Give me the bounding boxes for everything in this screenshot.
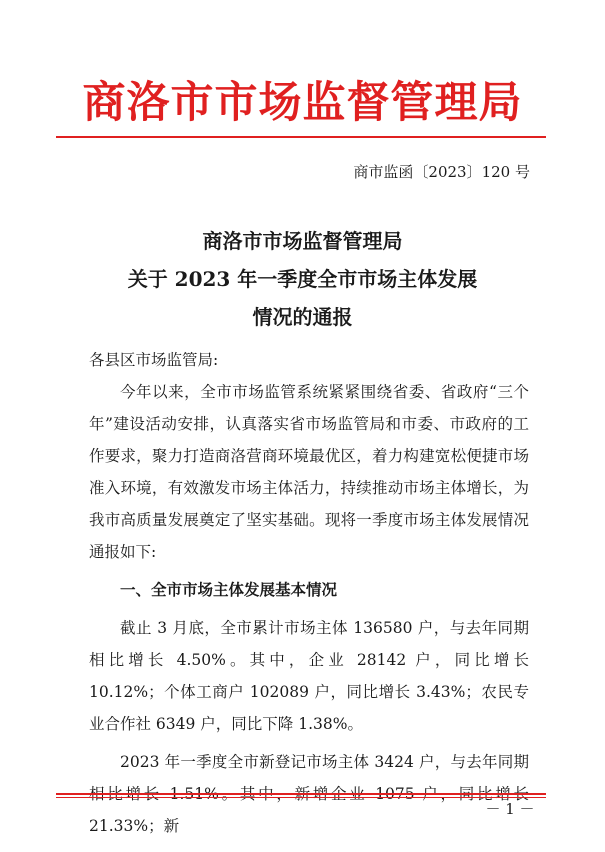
paragraph-new-registrations: 2023 年一季度全市新登记市场主体 3424 户，与去年同期 21.33%；新 xyxy=(89,753,529,835)
title-line-1: 商洛市市场监督管理局 xyxy=(202,229,403,253)
salutation: 各县区市场监管局: xyxy=(89,351,219,369)
section-heading-1: 一、全市市场主体发展基本情况 xyxy=(120,580,338,599)
intro-paragraph: 今年以来，全市市场监管系统紧紧围绕省委、省政府“三个年”建设活动安排，认真落实省市场监管局和市委、市政府的工作要求，聚力打造商洛营商环境最优区，着力构建宽松便捷市场准入环境，有效激发市场主体活力，持续推动市场主体增长，为我市高质量发展奠定了坚实基础。现将一季度市场主体发展情况通报如下: xyxy=(89,383,529,561)
title-line-2: 关于 2023 年一季度全市市场主体发展 xyxy=(127,267,478,291)
masthead-title: 商洛市市场监督管理局 xyxy=(82,78,523,128)
paragraph-cumulative-stats: 截止 3 月底，全市累计市场主体 136580 户，与去年同期相比增长 4.50%。其中，企业 28142 户，同比增长 10.12%；个体工商户 102089 户，同比增长 3.43%；农民专业合作社 6349 户，同比下降 1.38%。 xyxy=(89,619,529,733)
footer-red-rule-thin xyxy=(56,797,546,798)
footer-red-rule-thick xyxy=(56,793,546,795)
title-line-3: 情况的通报 xyxy=(252,305,353,329)
page-number: － 1 － xyxy=(485,800,535,818)
document-body xyxy=(89,344,529,842)
masthead-red-rule xyxy=(56,136,546,138)
document-number: 商市监函〔2023〕120 号 xyxy=(353,163,530,181)
document-title xyxy=(0,222,605,336)
